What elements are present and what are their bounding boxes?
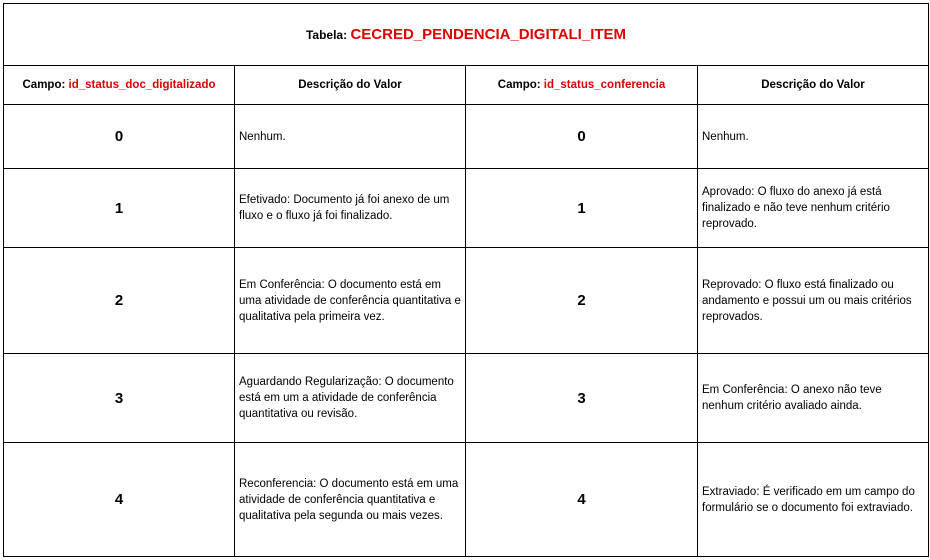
header-right-field-prefix: Campo: (497, 79, 541, 91)
right-code-cell: 2 (466, 248, 698, 354)
header-right-description: Descrição do Valor (698, 66, 929, 105)
left-code-cell: 0 (4, 105, 235, 169)
left-description-cell: Nenhum. (235, 105, 466, 169)
left-code-cell: 1 (4, 169, 235, 248)
header-left-field-name: id_status_doc_digitalizado (68, 79, 216, 91)
table-row (4, 248, 929, 354)
header-left-description: Descrição do Valor (235, 66, 466, 105)
right-description-cell: Aprovado: O fluxo do anexo já está finalizado e não teve nenhum critério reprovado. (698, 169, 929, 248)
table-title-name: CECRED_PENDENCIA_DIGITALI_ITEM (350, 26, 627, 43)
left-description-cell: Em Conferência: O documento está em uma atividade de conferência quantitativa e qualitativa pela primeira vez. (235, 248, 466, 354)
column-header-row (4, 66, 929, 105)
header-left-field-prefix: Campo: (22, 79, 66, 91)
header-right-field (466, 66, 698, 105)
status-values-table (3, 3, 929, 557)
table-row (4, 354, 929, 443)
right-description-cell: Nenhum. (698, 105, 929, 169)
left-description-cell: Reconferencia: O documento está em uma atividade de conferência quantitativa e qualitativa pela segunda ou mais vezes. (235, 443, 466, 557)
right-code-cell: 1 (466, 169, 698, 248)
table-row (4, 169, 929, 248)
table-title-cell (4, 4, 929, 66)
right-code-cell: 0 (466, 105, 698, 169)
table-title-row (4, 4, 929, 66)
table-row (4, 443, 929, 557)
left-description-cell: Efetivado: Documento já foi anexo de um fluxo e o fluxo já foi finalizado. (235, 169, 466, 248)
left-code-cell: 3 (4, 354, 235, 443)
right-code-cell: 4 (466, 443, 698, 557)
right-description-cell: Extraviado: É verificado em um campo do formulário se o documento foi extraviado. (698, 443, 929, 557)
right-code-cell: 3 (466, 354, 698, 443)
left-code-cell: 4 (4, 443, 235, 557)
left-description-cell: Aguardando Regularização: O documento está em um a atividade de conferência quantitativa ou revisão. (235, 354, 466, 443)
table-title-prefix: Tabela: (305, 28, 348, 42)
left-code-cell: 2 (4, 248, 235, 354)
right-description-cell: Reprovado: O fluxo está finalizado ou andamento e possui um ou mais critérios reprovados. (698, 248, 929, 354)
table-row (4, 105, 929, 169)
header-right-field-name: id_status_conferencia (543, 79, 666, 91)
right-description-cell: Em Conferência: O anexo não teve nenhum critério avaliado ainda. (698, 354, 929, 443)
header-left-field (4, 66, 235, 105)
